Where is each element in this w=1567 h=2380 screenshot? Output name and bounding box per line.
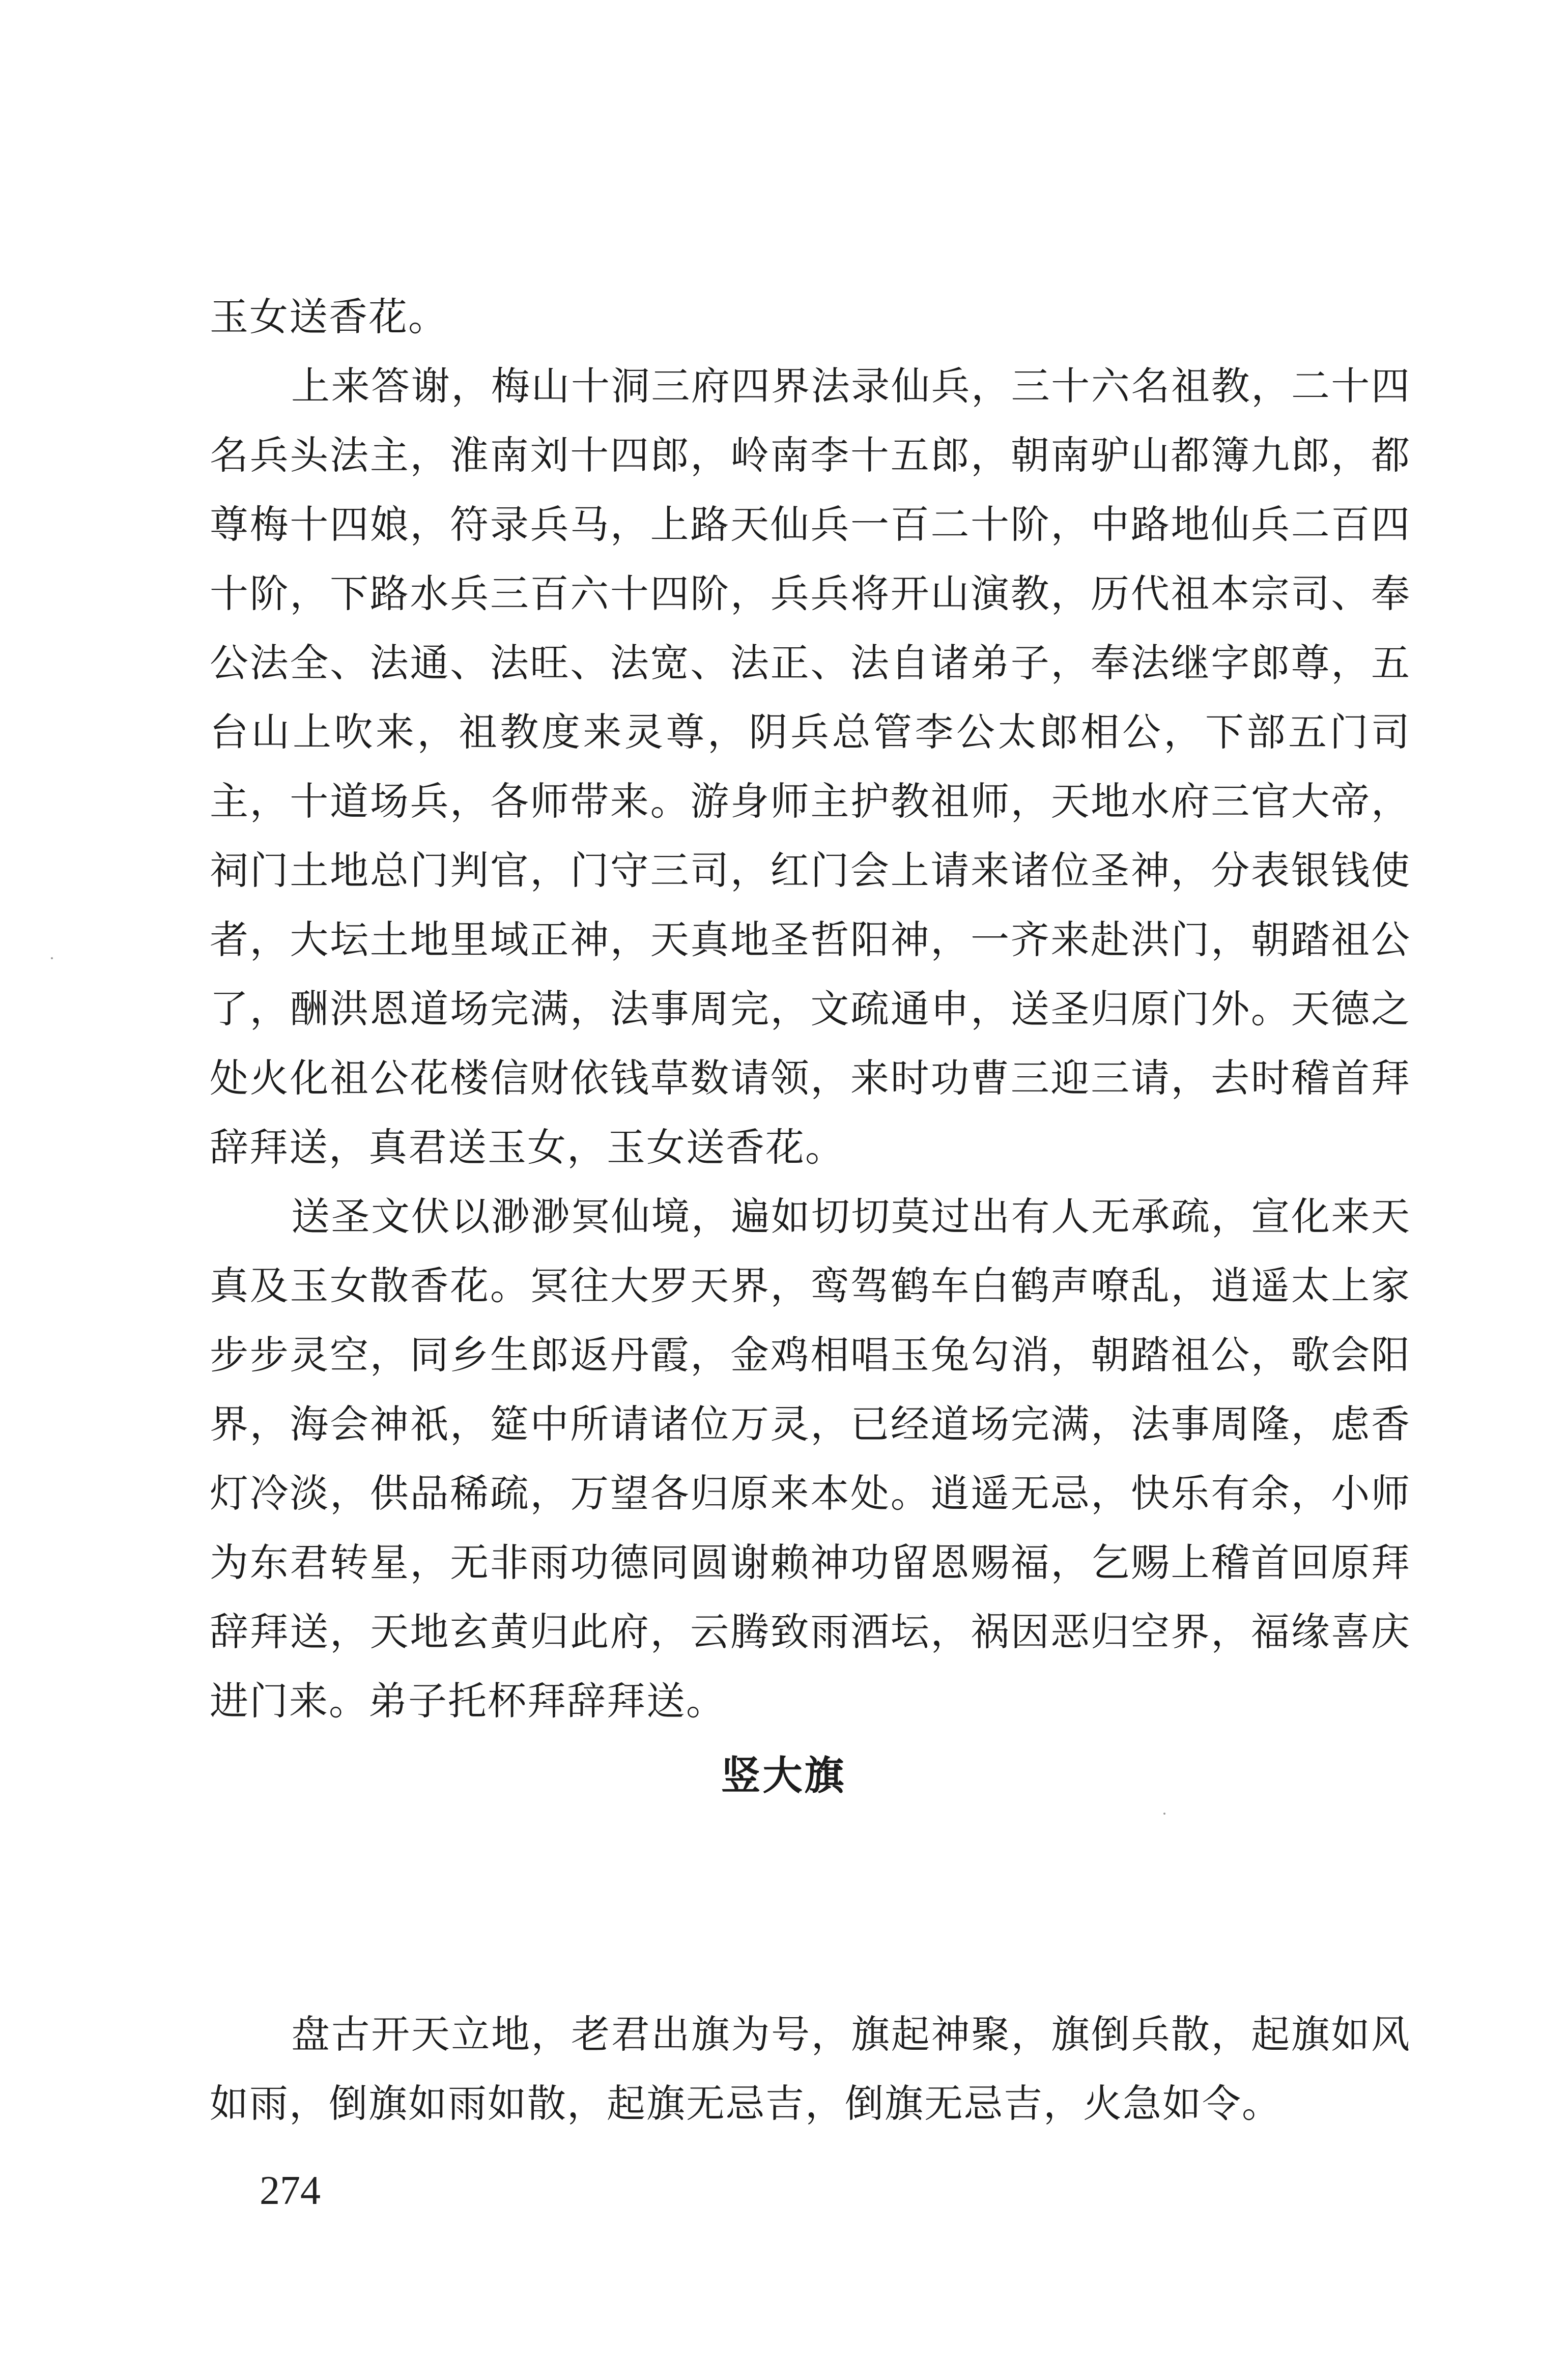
paragraph-send-saints: 送圣文伏以渺渺冥仙境，遍如切切莫过出有人无承疏，宣化来天真及玉女散香花。冥往大罗天界，鸾驾鹤车白鹤声嘹乱，逍遥太上家步步灵空，同乡生郎返丹霞，金鸡相唱玉兔勾消，朝踏祖公，歌会阳界，海会神祇，筵中所请诸位万灵，已经道场完满，法事周隆，虑香灯冷淡，供品稀疏，万望各归原来本处。逍遥无忌，快乐有余，小师为东君转星，无非雨功德同圆谢赖神功留恩赐福，乞赐上稽首回原拜辞拜送，天地玄黄归此府，云腾致雨酒坛，祸因恶归空界，福缘喜庆进门来。弟子托杯拜辞拜送。 xyxy=(210,1194,1411,1724)
scan-speck xyxy=(1163,1813,1165,1815)
section-heading: 竖大旗 xyxy=(721,1753,846,1799)
paragraph-raise-flag: 盘古开天立地，老君出旗为号，旗起神聚，旗倒兵散，起旗如风如雨，倒旗如雨如散，起旗无忌吉，倒旗无忌吉，火急如令。 xyxy=(210,2012,1411,2126)
paragraph-continuation: 玉女送香花。 xyxy=(210,294,448,339)
main-text xyxy=(210,282,1411,1736)
section-text xyxy=(210,2000,1411,2138)
page-number: 274 xyxy=(260,2168,321,2213)
paragraph-thanks: 上来答谢，梅山十洞三府四界法录仙兵，三十六名祖教，二十四名兵头法主，淮南刘十四郎，岭南李十五郎，朝南驴山都簿九郎，都尊梅十四娘，符录兵马，上路天仙兵一百二十阶，中路地仙兵二百四十阶，下路水兵三百六十四阶，兵兵将开山演教，历代祖本宗司、奉公法全、法通、法旺、法宽、法正、法自诸弟子，奉法继字郎尊，五台山上吹来，祖教度来灵尊，阴兵总管李公太郎相公，下部五门司主，十道场兵，各师带来。游身师主护教祖师，天地水府三官大帝，祠门土地总门判官，门守三司，红门会上请来诸位圣神，分表银钱使者，大坛土地里域正神，天真地圣哲阳神，一齐来赴洪门，朝踏祖公了，酬洪恩道场完满，法事周完，文疏通申，送圣归原门外。天德之处火化祖公花楼信财依钱草数请领，来时功曹三迎三请，去时稽首拜辞拜送，真君送玉女，玉女送香花。 xyxy=(210,363,1411,1170)
scan-speck xyxy=(51,957,53,959)
